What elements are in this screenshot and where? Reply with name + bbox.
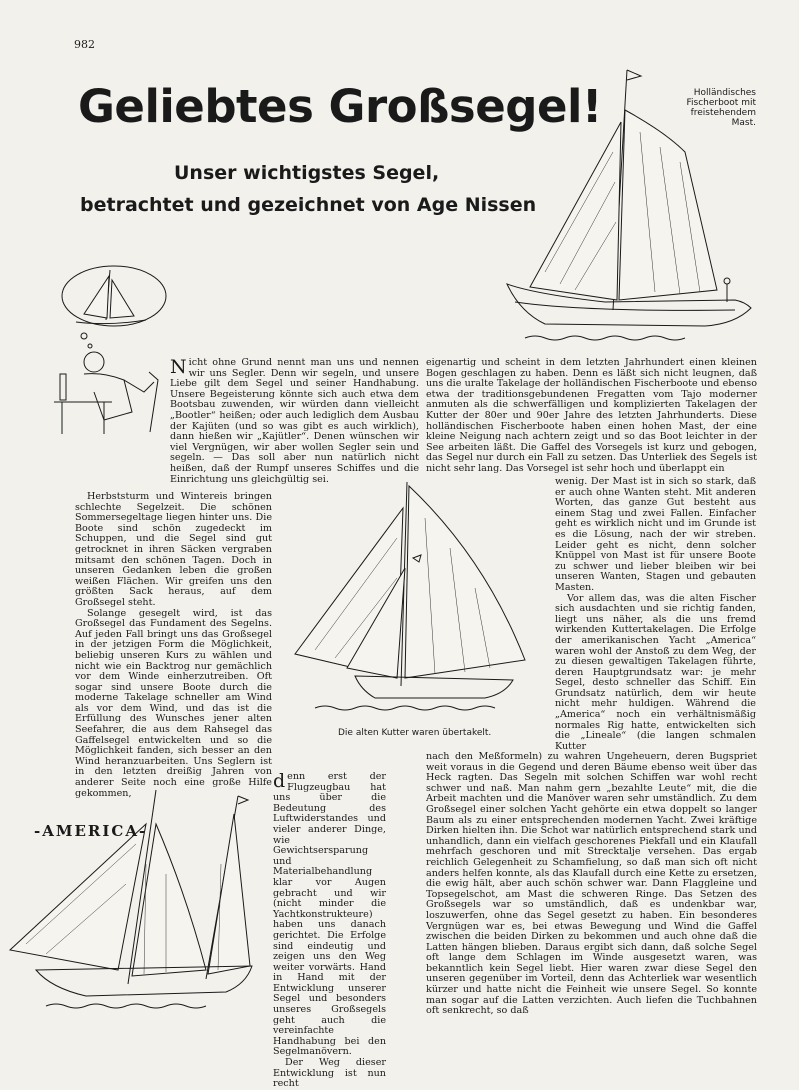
subtitle-line-2: betrachtet und gezeichnet von Age Nissen xyxy=(80,194,537,216)
paragraph: eigenartig und scheint in dem letzten Jahrhundert einen kleinen Bogen geschlagen zu haben. Denn es läßt sich nicht leugnen, daß uns die uralte Takelage der holländischen Fischerboote und ebenso etwa der traditionsgebundenen Fregatten vom Tajo moderner anmuten als die schwerfälligen und komplizierten Takelagen der Kutter der 80er und 90er Jahre des letzten Jahrhunderts. Diese holländischen Fischerboote haben einen hohen Mast, der eine kleine Neigung nach achtern zeigt und so das Boot leichter in der See arbeiten läßt. Die Gaffel des Vorsegels ist kurz und gebogen, das Segel nur durch ein Fall zu setzen. Das Unterliek des Segels ist nicht sehr lang. Das Vorsegel ist sehr hoch und überlappt ein xyxy=(426,357,757,474)
column-right-top xyxy=(426,358,757,476)
page-number: 982 xyxy=(74,38,95,51)
america-caption: AMERICA xyxy=(42,822,139,840)
column-left-top xyxy=(170,358,419,488)
paragraph: Nicht ohne Grund nennt man uns und nennen wir uns Segler. Denn wir segeln, und unsere Liebe gilt dem Segel und seiner Handhabung. Unsere Begeisterung könnte sich auch etwa dem Bootsbau zuwenden, wir würden dann vielleicht „Bootler“ heißen; oder auch lediglich dem Ausbau der Kajüten (und so was gibt es auch wirklich), dann hießen wir „Kajütler“. Denen wünschen wir viel Vergnügen, wir aber wollen Segler sein und segeln. — Das soll aber nun natürlich nicht heißen, daß der Rumpf unseres Schiffes und die Einrichtung uns gleichgültig sei. xyxy=(170,356,419,485)
paragraph: Vor allem das, was die alten Fischer sich ausdachten und sie richtig fanden, liegt uns näher, als die uns fremd wirkenden Kuttertakelagen. Die Erfolge der amerikanischen Yacht „America“ waren wohl der Anstoß zu dem Weg, der zu diesen gewaltigen Takelagen führte, deren Hauptgrundsatz war: je mehr Segel, desto schneller das Schiff. Ein Grundsatz natürlich, dem wir heute nicht mehr huldigen. Während die „America“ noch ein verhältnismäßig normales Rig hatte, entwickelten sich die „Lineale“ (die langen schmalen Kutter xyxy=(555,592,756,752)
america-label: -AMERICA- xyxy=(34,822,148,840)
column-right-bottom xyxy=(426,752,757,1032)
fishing-boat-caption: Holländisches Fischerboot mit freistehendem Mast. xyxy=(686,88,756,128)
subtitle-line-1: Unser wichtigstes Segel, xyxy=(174,162,440,184)
kutter-caption: Die alten Kutter waren übertakelt. xyxy=(338,728,492,738)
paragraph: Herbststurm und Wintereis bringen schlechte Segelzeit. Die schönen Sommersegeltage liegen hinter uns. Die Boote sind schön zugedeckt im Schuppen, und die Segel sind gut getrocknet in ihren Säcken vergraben mitsamt den schönen Tagen. Doch in unseren Gedanken leben die großen weißen Flächen. Wir greifen uns den größten Sack heraus, auf dem Großsegel steht. xyxy=(75,491,272,608)
paragraph: Der Weg dieser Entwicklung ist nun recht xyxy=(273,1057,386,1090)
paragraph: denn erst der Flugzeugbau hat uns über die Bedeutung des Luftwiderstandes und vieler anderer Dinge, wie Gewichtsersparung und Materialbehandlung klar vor Augen gebracht und wir (nicht minder die Yachtkonstrukteure) haben uns danach gerichtet. Die Erfolge sind eindeutig und zeigen uns den Weg weiter vorwärts. Hand in Hand mit der Entwicklung unserer Segel und besonders unseres Großsegels geht auch die vereinfachte Handhabung bei den Segelmanövern. xyxy=(273,770,386,1058)
column-mid xyxy=(273,770,386,1090)
column-left-main xyxy=(75,491,272,799)
america-illustration xyxy=(6,784,256,1014)
kutter-illustration xyxy=(285,478,545,728)
paragraph: Solange gesegelt wird, ist das Großsegel das Fundament des Segelns. Auf jeden Fall bringt uns das Großsegel in der jetzigen Form die Möglichkeit, beliebig unseren Kurs zu wählen und nicht wie ein Backtrog nur gemächlich vor dem Winde einherzutreiben. Oft sogar sind unsere Boote durch die moderne Takelage schneller am Wind als vor dem Wind, und das ist die Erfüllung des Wunsches jener alten Seefahrer, die aus dem Rahsegel das Gaffelsegel entwickelten und so die Möglichkeit fanden, sich besser an den Wind heranzuarbeiten. Uns Seglern ist in den letzten dreißig Jahren von anderer Seite noch eine große Hilfe gekommen, xyxy=(75,607,272,799)
paragraph: wenig. Der Mast ist in sich so stark, daß er auch ohne Wanten steht. Mit anderen Worten, das ganze Gut besteht aus einem Stag und zwei Fallen. Einfacher geht es wirklich nicht und im Grunde ist es die Lösung, nach der wir streben. Leider geht es nicht, denn solcher Knüppel von Mast ist für unsere Boote zu schwer und lieber bleiben wir bei unseren Wanten, Stagen und gebauten Masten. xyxy=(555,476,756,593)
paragraph: nach den Meßformeln) zu wahren Ungeheuern, deren Bugspriet weit voraus in die Gegend und deren Bäume ebenso weit über das Heck ragten. Das Segeln mit solchen Schiffen war wohl recht schwer und naß. Man nahm gern „bezahlte Leute“ mit, die die Arbeit machten und die Manöver waren sehr umständlich. Zu dem Großsegel einer solchen Yacht gehörte ein etwa doppelt so langer Baum als zu einer entsprechenden modernen Yacht. Zwei kräftige Dirken hielten ihn. Die Schot war natürlich entsprechend stark und unhandlich, dann ein vielfach geschorenes Piekfall und ein Klaufall mehrfach geschoren und mit Strecktalje versehen. Das ergab reichlich Gelegenheit zu Schamfielung, so daß man sich oft nicht anders helfen konnte, als das Klaufall durch eine Kette zu ersetzen, die ewig hält, aber auch schön schwer war. Dann Flaggleine und Topsegelschot, am Mast die schweren Ringe. Das Setzen des Großsegels war so umständlich, daß es undenkbar war, loszuwerfen, ohne das Segel gesetzt zu haben. Ein besonderes Vergnügen war es, bei etwas Bewegung und Wind die Gaffel zwischen die beiden Dirken zu bekommen und auch ohne daß die Latten hängen blieben. Daraus ergibt sich dann, daß solche Segel oft lange dem Schlagen im Winde ausgesetzt waren, was bekanntlich kein Segel liebt. Hier waren zwar diese Segel den unseren gegenüber im Vorteil, denn das Achterliek war wesentlich kürzer und hatte nicht die Feinheit wie unsere Segel. So konnte man sogar auf die Latten verzichten. Auch liefen die Tuchbahnen oft senkrecht, so daß xyxy=(426,751,757,1017)
article-title: Geliebtes Großsegel! xyxy=(78,80,602,133)
column-right-mid xyxy=(555,477,756,753)
dreaming-sailor-illustration xyxy=(54,262,164,437)
